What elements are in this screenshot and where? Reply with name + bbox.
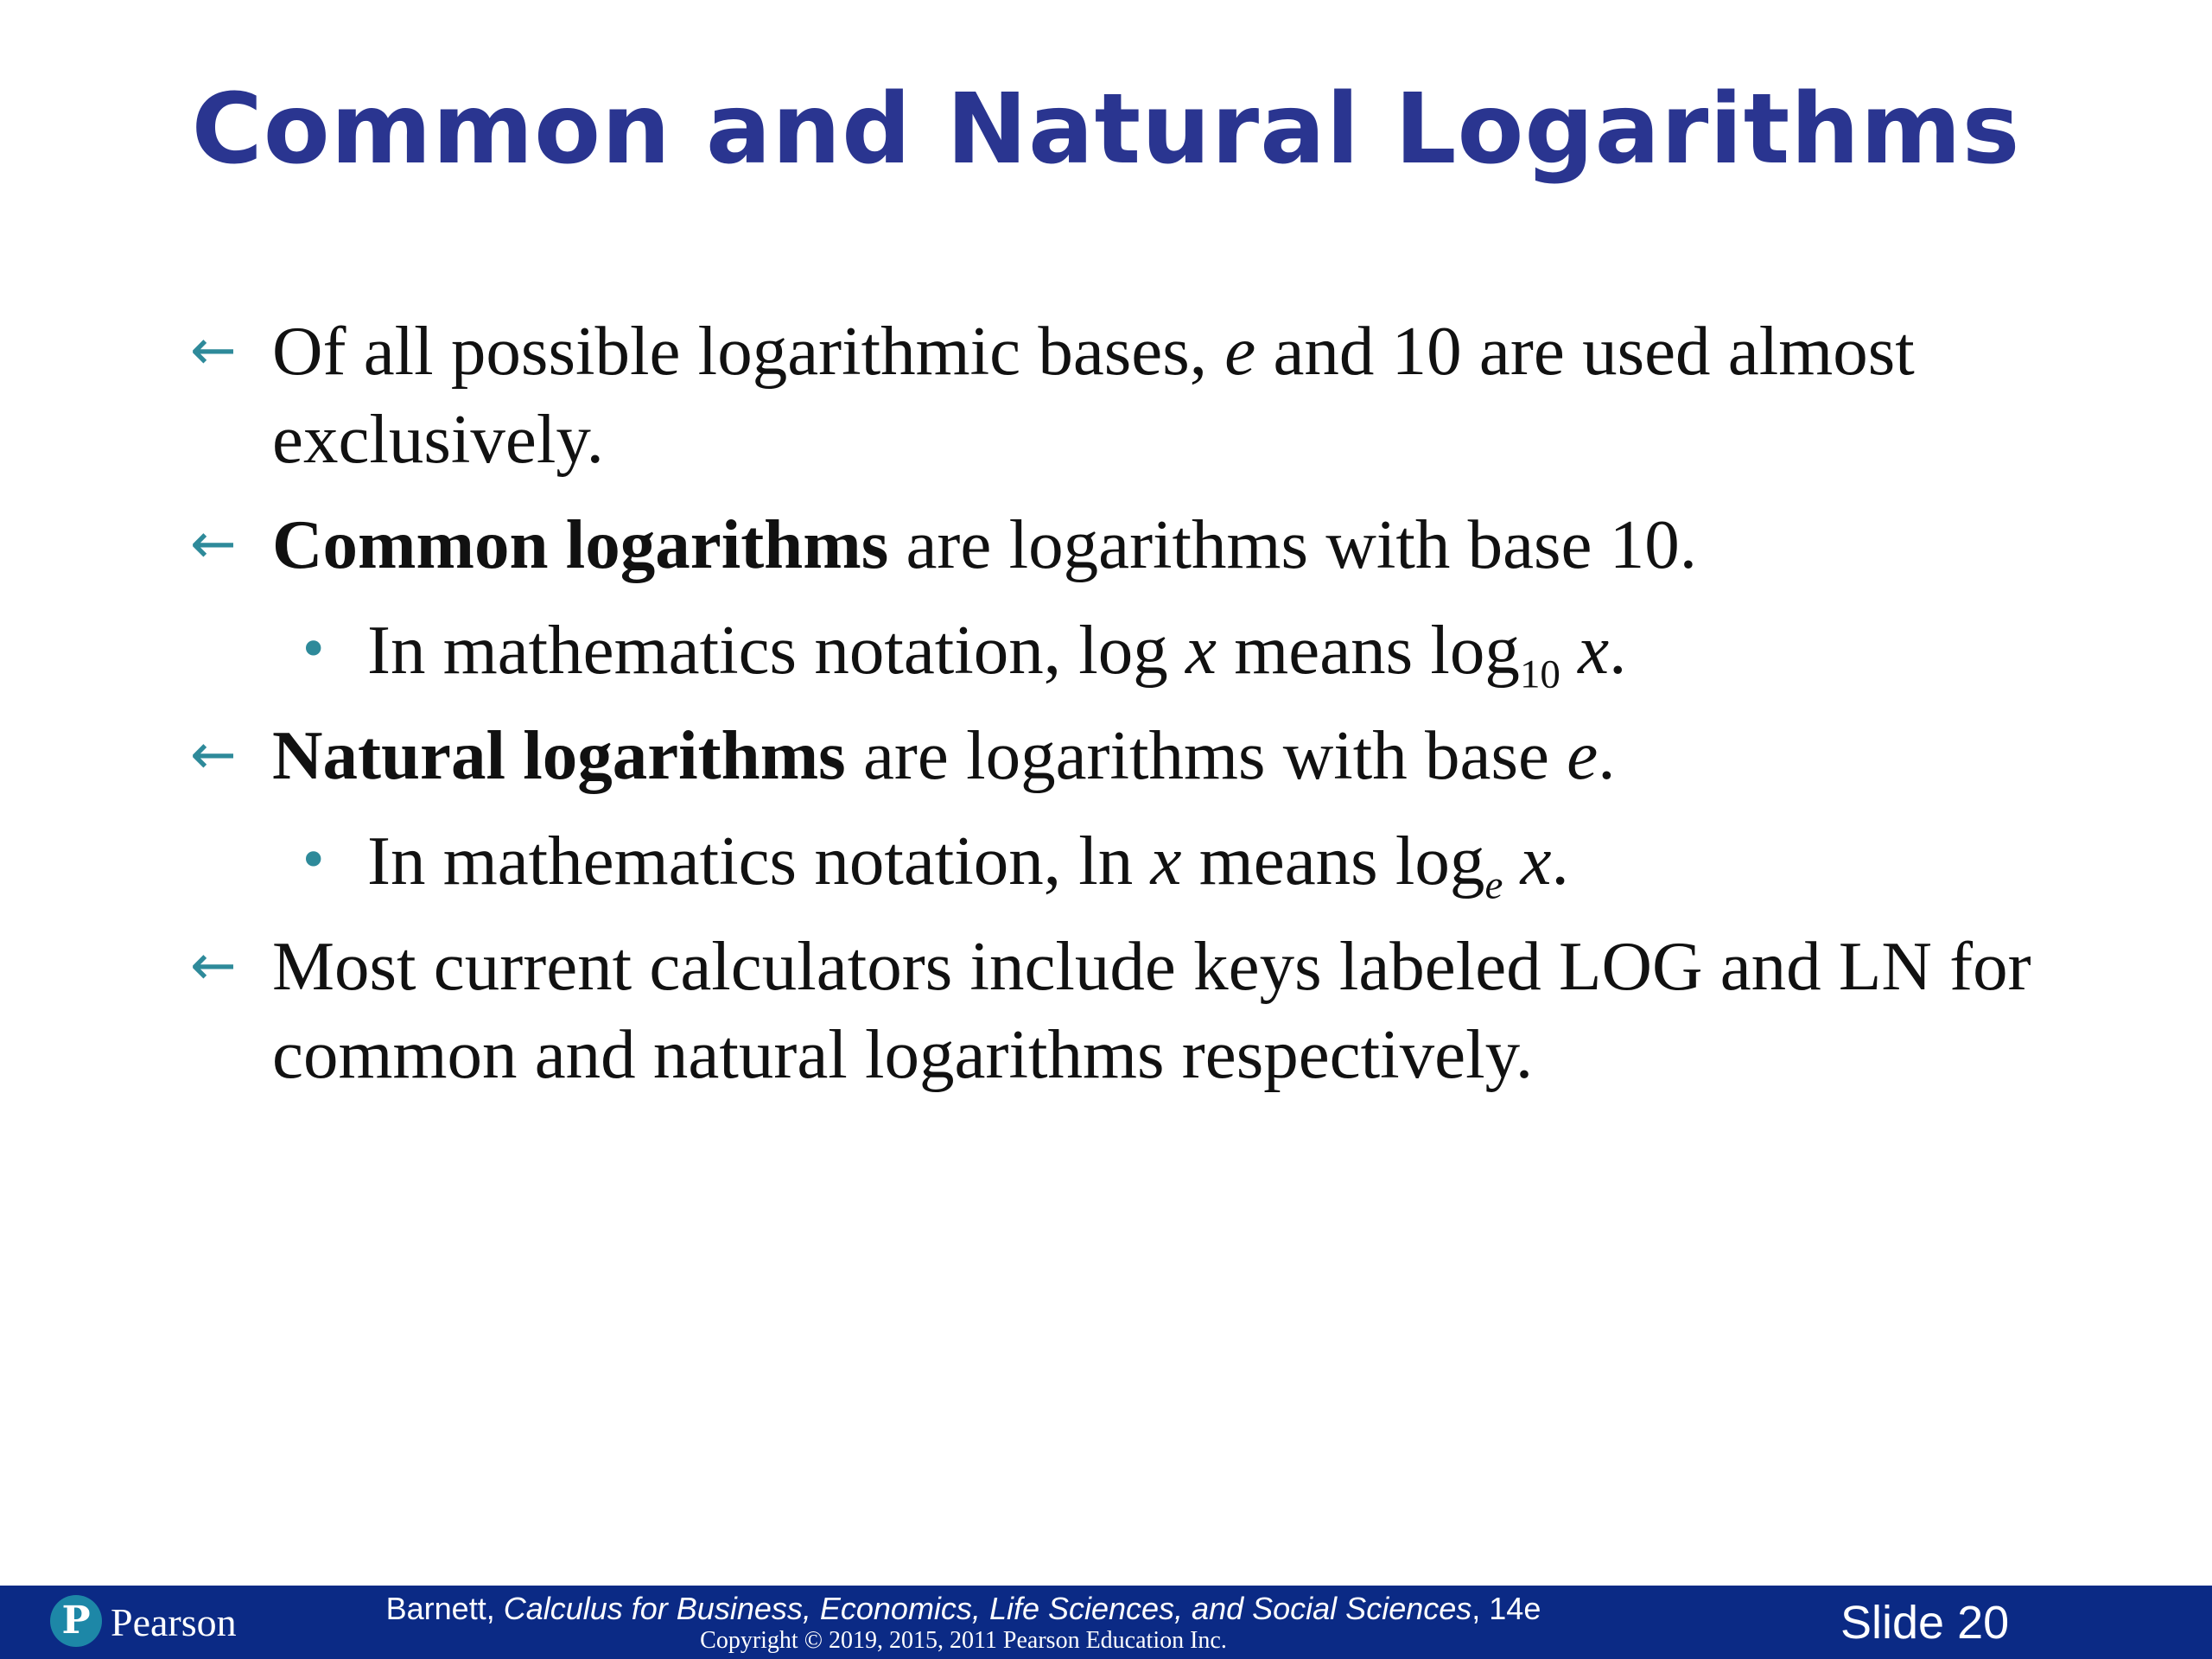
term-natural-logarithms: Natural logarithms [272, 716, 846, 794]
bullet-item-bases [190, 307, 2056, 483]
math-x: x [1185, 611, 1217, 689]
bullet-item-calculators [190, 922, 2056, 1098]
term-common-logarithms: Common logarithms [272, 505, 889, 583]
bullet-text: Most current calculators include keys labeled LOG and LN for common and natural logarithms respectively. [272, 927, 2031, 1093]
copyright-notice: Copyright © 2019, 2015, 2011 Pearson Education Inc. [700, 1627, 1227, 1654]
period: . [1598, 716, 1616, 794]
math-x: x [1520, 822, 1552, 899]
arrow-left-icon: ← [190, 723, 237, 787]
log-subscript-e: e [1484, 862, 1503, 908]
sub-bullet-ln-notation [190, 817, 2056, 908]
math-x: x [1150, 822, 1182, 899]
period: . [1551, 822, 1569, 899]
arrow-left-icon: ← [190, 934, 237, 998]
citation-edition: , 14e [1471, 1591, 1541, 1626]
slide-title: Common and Natural Logarithms [191, 73, 2021, 186]
bullet-dot-icon: • [298, 620, 329, 680]
bullet-text-rest: are logarithms with base 10. [888, 505, 1698, 583]
citation-title: Calculus for Business, Economics, Life Sciences, and Social Sciences [503, 1591, 1472, 1626]
space [1560, 611, 1578, 689]
bullet-text-rest: and 10 are used almost exclusively. [272, 312, 1915, 478]
bullet-item-natural [190, 711, 2056, 799]
arrow-left-icon: ← [190, 512, 237, 576]
math-e: e [1224, 312, 1256, 390]
bullet-text-rest: are logarithms with base [845, 716, 1567, 794]
pearson-wordmark: Pearson [111, 1600, 237, 1644]
footer-bar [0, 1586, 2212, 1659]
slide-number: Slide 20 [1840, 1597, 2010, 1649]
sub-bullet-mid: means log [1217, 611, 1520, 689]
bullet-item-common [190, 500, 2056, 588]
arrow-left-icon: ← [190, 319, 237, 383]
sub-bullet-text: In mathematics notation, ln [367, 822, 1151, 899]
math-e: e [1567, 716, 1599, 794]
math-x: x [1578, 611, 1610, 689]
sub-bullet-log-notation [190, 606, 2056, 697]
citation-author: Barnett, [385, 1591, 504, 1626]
bullet-text: Of all possible logarithmic bases, [272, 312, 1225, 390]
sub-bullet-mid: means log [1181, 822, 1485, 899]
sub-bullet-text: In mathematics notation, log [367, 611, 1186, 689]
space [1503, 822, 1520, 899]
logo-letter: P [61, 1599, 91, 1643]
bullet-list [190, 307, 2056, 1116]
book-citation [0, 1591, 1927, 1627]
log-subscript-10: 10 [1519, 652, 1560, 697]
bullet-dot-icon: • [298, 830, 329, 891]
period: . [1609, 611, 1627, 689]
